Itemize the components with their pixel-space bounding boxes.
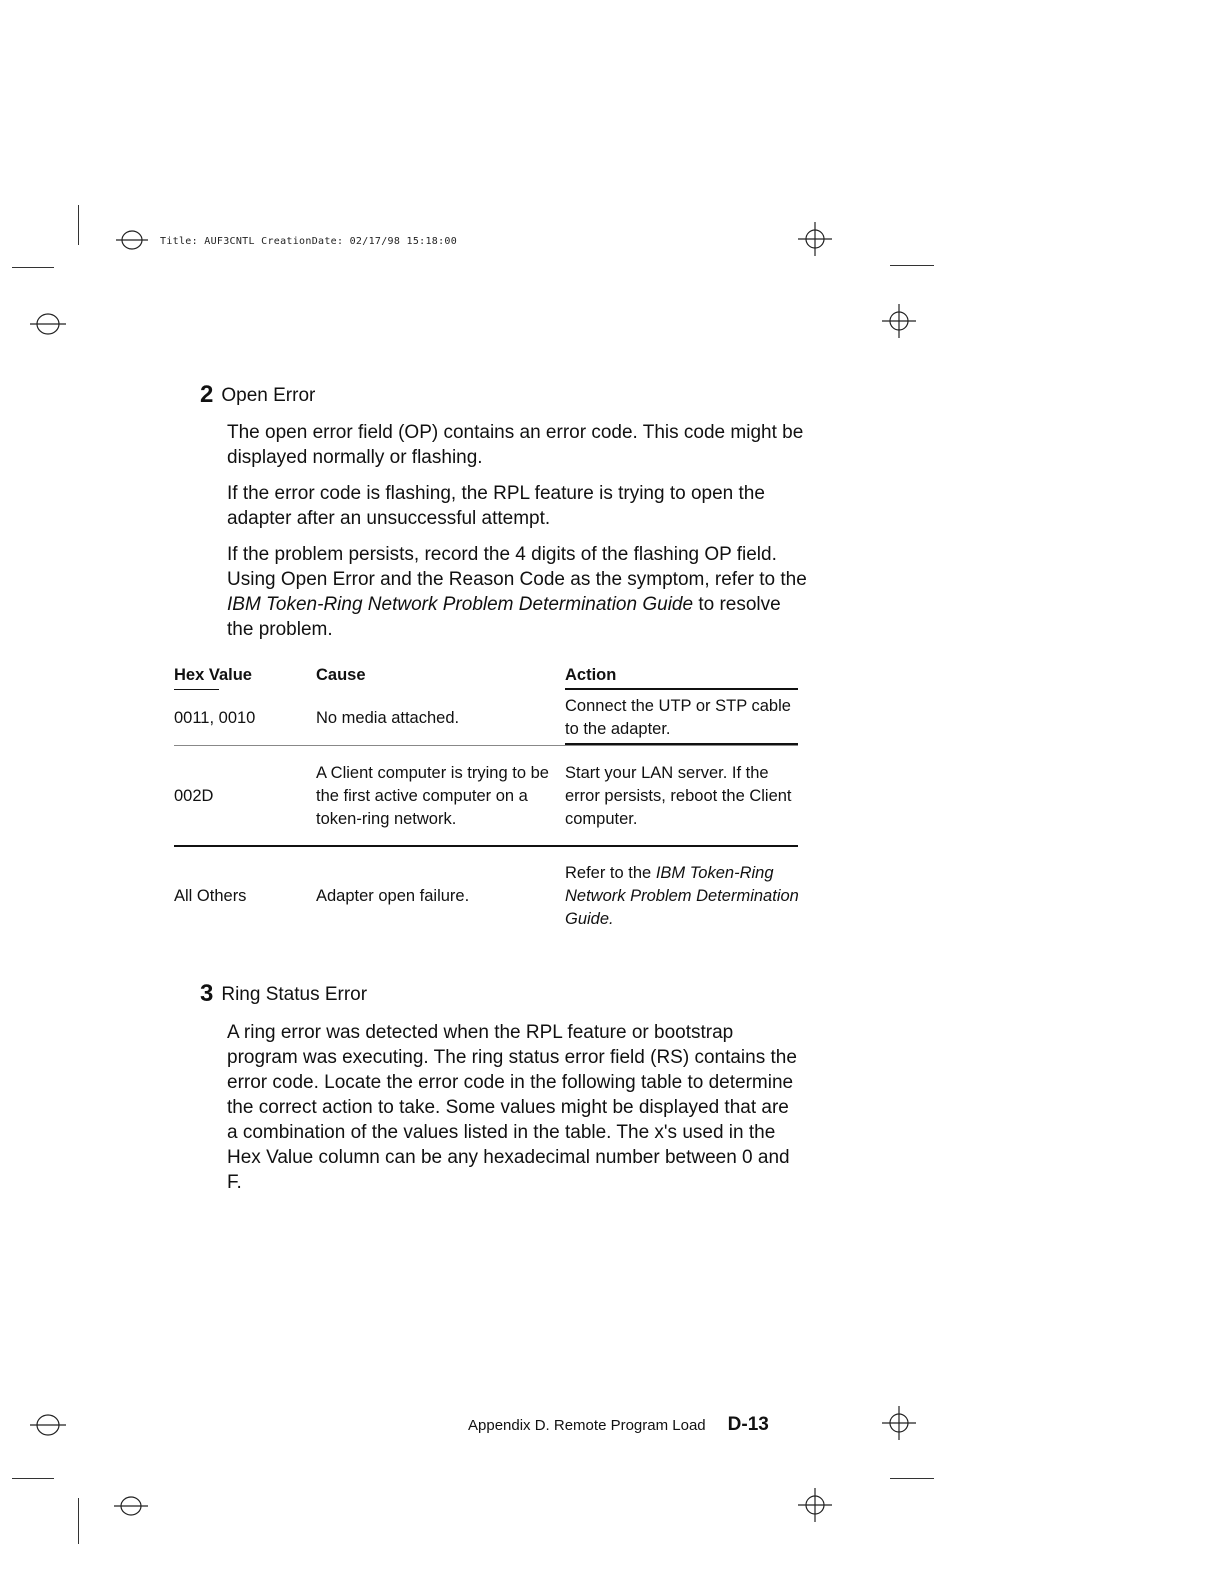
registration-mark-icon bbox=[114, 1494, 148, 1518]
crosshair-mark-icon bbox=[798, 1488, 832, 1522]
table-header bbox=[174, 664, 798, 690]
paragraph: A ring error was detected when the RPL feature or bootstrap program was executing. The ring status error field (RS) contains the error code. Locate the error code in the following table to determine the correct action to take. Some values might be displayed that are a combination of the values listed in the table. The x's used in the Hex Value column can be any hexadecimal number between 0 and F. bbox=[227, 1022, 797, 1193]
table-rule bbox=[565, 743, 798, 745]
step-number: 3 bbox=[200, 980, 214, 1007]
crop-mark-vertical bbox=[78, 1498, 79, 1544]
table-rule bbox=[174, 689, 219, 690]
step-number: 2 bbox=[200, 381, 214, 408]
crop-mark-horizontal bbox=[12, 267, 54, 268]
registration-mark-icon bbox=[30, 311, 66, 337]
step-heading-ring-status-error bbox=[200, 980, 367, 1008]
step-title: Open Error bbox=[221, 385, 316, 406]
paragraph-text: If the problem persists, record the 4 digits of the flashing OP field. Using Open Error and the Reason Code as the symptom, refer to the bbox=[227, 544, 807, 590]
step-title: Ring Status Error bbox=[221, 984, 368, 1005]
table-rule bbox=[565, 688, 798, 690]
cell-cause: Adapter open failure. bbox=[316, 886, 470, 905]
crop-mark-horizontal bbox=[890, 1478, 934, 1479]
crop-mark-horizontal bbox=[890, 265, 934, 266]
guide-title-reference: IBM Token-Ring Network Problem Determination Guide. bbox=[565, 863, 799, 928]
crop-mark-vertical bbox=[78, 205, 79, 245]
paragraph-text: to resolve the problem. bbox=[227, 594, 781, 640]
cell-action: Start your LAN server. If the error persists, reboot the Client computer. bbox=[565, 763, 792, 828]
cell-action bbox=[565, 849, 800, 943]
step-heading-open-error bbox=[200, 381, 315, 409]
cell-cause: A Client computer is trying to be the first active computer on a token-ring network. bbox=[316, 763, 549, 828]
open-error-table bbox=[174, 664, 799, 928]
page-footer bbox=[468, 1414, 769, 1436]
paragraph: If the error code is flashing, the RPL feature is trying to open the adapter after an unsuccessful attempt. bbox=[227, 483, 765, 529]
cell-cause: No media attached. bbox=[316, 708, 460, 727]
crosshair-mark-icon bbox=[882, 304, 916, 338]
footer-chapter-title: Appendix D. Remote Program Load bbox=[468, 1417, 706, 1434]
table-row bbox=[174, 849, 798, 943]
table-row bbox=[174, 692, 798, 744]
cell-hex-value: 002D bbox=[174, 786, 214, 805]
crosshair-mark-icon bbox=[882, 1406, 916, 1440]
column-header-action: Action bbox=[565, 666, 617, 684]
table-row bbox=[174, 748, 798, 844]
table-rule bbox=[174, 745, 798, 746]
document-title-line: Title: AUF3CNTL CreationDate: 02/17/98 15:18:00 bbox=[160, 236, 458, 247]
crop-mark-horizontal bbox=[12, 1478, 54, 1479]
crosshair-mark-icon bbox=[798, 222, 832, 256]
paragraph bbox=[227, 542, 807, 642]
column-header-cause: Cause bbox=[316, 666, 366, 684]
registration-mark-icon bbox=[116, 228, 148, 252]
action-text: Refer to the bbox=[565, 863, 656, 882]
cell-hex-value: 0011, 0010 bbox=[174, 708, 256, 727]
page-number: D-13 bbox=[727, 1414, 769, 1435]
cell-action: Connect the UTP or STP cable to the adapter. bbox=[565, 697, 791, 738]
paragraph: The open error field (OP) contains an error code. This code might be displayed normally or flashing. bbox=[227, 422, 804, 468]
table-rule bbox=[174, 845, 798, 847]
guide-title-reference: IBM Token-Ring Network Problem Determination Guide bbox=[227, 594, 694, 615]
column-header-hex-value: Hex Value bbox=[174, 666, 252, 684]
registration-mark-icon bbox=[30, 1412, 66, 1438]
cell-hex-value: All Others bbox=[174, 886, 247, 905]
